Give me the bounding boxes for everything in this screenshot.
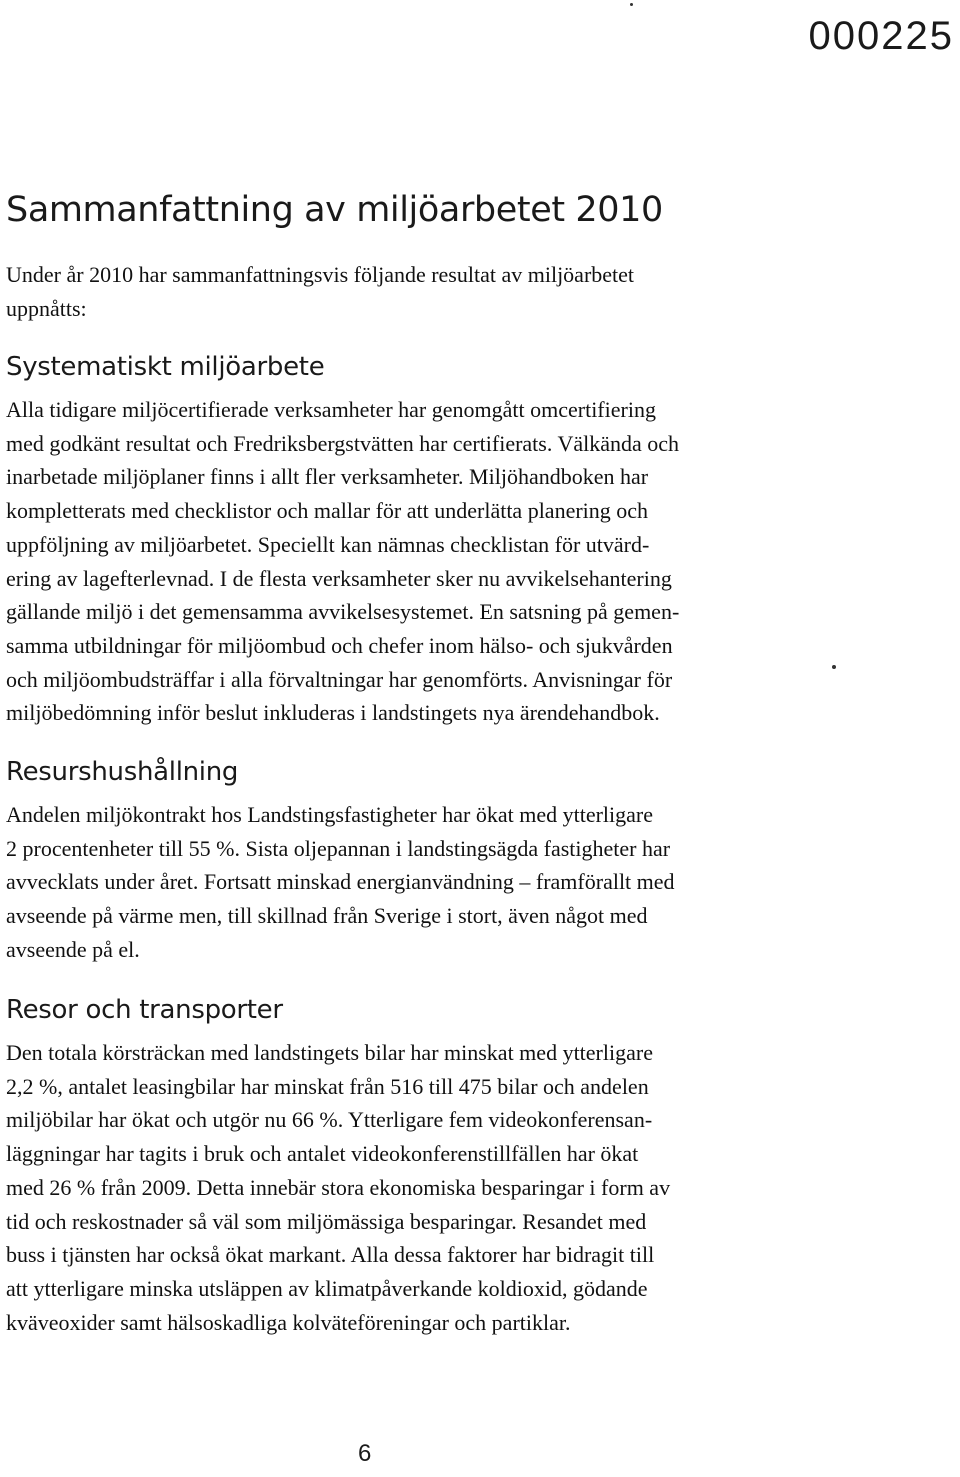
paragraph-line: inarbetade miljöplaner finns i allt fler verksamheter. Miljöhandboken har — [6, 464, 649, 490]
paragraph-line: med godkänt resultat och Fredriksbergstvätten har certifierats. Välkända och — [6, 430, 680, 456]
section-heading-resor: Resor och transporter — [6, 995, 283, 1025]
paragraph-line: Alla tidigare miljöcertifierade verksamheter har genomgått omcertifiering — [6, 397, 656, 422]
section-paragraph-resurshushallning — [6, 798, 746, 967]
paragraph-line: läggningar har tagits i bruk och antalet videokonferenstillfällen har ökat — [6, 1141, 639, 1167]
paragraph-line: avseende på värme men, till skillnad från Sverige i stort, även något med — [6, 903, 648, 929]
scan-speck — [630, 3, 633, 6]
paragraph-line: kväveoxider samt hälsoskadliga kolväteföreningar och partiklar. — [6, 1309, 571, 1335]
paragraph-line: samma utbildningar för miljöombud och chefer inom hälso- och sjukvården — [6, 632, 673, 658]
section-heading-resurshushallning: Resurshushållning — [6, 757, 239, 787]
paragraph-line: att ytterligare minska utsläppen av klimatpåverkande koldioxid, gödande — [6, 1275, 648, 1301]
intro-line: Under år 2010 har sammanfattningsvis följande resultat av miljöarbetet — [6, 262, 635, 287]
section-heading-systematiskt: Systematiskt miljöarbete — [6, 352, 325, 382]
intro-line: uppnåtts: — [6, 296, 87, 321]
paragraph-line: tid och reskostnader så väl som miljömässiga besparingar. Resandet med — [6, 1208, 647, 1234]
paragraph-line: 2,2 %, antalet leasingbilar har minskat från 516 till 475 bilar och andelen — [6, 1073, 649, 1099]
paragraph-line: miljöbilar har ökat och utgör nu 66 %. Ytterligare fem videokonferensan- — [6, 1107, 653, 1133]
paragraph-line: ering av lagefterlevnad. I de flesta verksamheter sker nu avvikelsehantering — [6, 565, 672, 591]
paragraph-line: Den totala körsträckan med landstingets bilar har minskat med ytterligare — [6, 1040, 653, 1065]
paragraph-line: Andelen miljökontrakt hos Landstingsfastigheter har ökat med ytterligare — [6, 802, 653, 827]
page-title: Sammanfattning av miljöarbetet 2010 — [6, 190, 663, 230]
paragraph-line: 2 procentenheter till 55 %. Sista oljepannan i landstingsägda fastigheter har — [6, 835, 671, 861]
paragraph-line: avvecklats under året. Fortsatt minskad energianvändning – framförallt med — [6, 869, 675, 895]
scan-speck — [832, 665, 836, 669]
document-number: 000225 — [808, 14, 954, 58]
paragraph-line: med 26 % från 2009. Detta innebär stora ekonomiska besparingar i form av — [6, 1174, 671, 1200]
paragraph-line: uppföljning av miljöarbetet. Speciellt kan nämnas checklistan för utvärd- — [6, 531, 650, 557]
paragraph-line: gällande miljö i det gemensamma avvikelsesystemet. En satsning på gemen- — [6, 599, 680, 625]
intro-paragraph — [6, 258, 726, 326]
paragraph-line: buss i tjänsten har också ökat markant. Alla dessa faktorer har bidragit till — [6, 1242, 655, 1268]
page-number: 6 — [358, 1440, 372, 1467]
paragraph-line: och miljöombudsträffar i alla förvaltningar har genomförts. Anvisningar för — [6, 666, 673, 692]
paragraph-line: avseende på el. — [6, 936, 140, 962]
section-paragraph-resor — [6, 1036, 746, 1339]
paragraph-line: kompletterats med checklistor och mallar för att underlätta planering och — [6, 498, 649, 524]
section-paragraph-systematiskt — [6, 393, 746, 730]
paragraph-line: miljöbedömning inför beslut inkluderas i landstingets nya ärendehandbok. — [6, 700, 660, 726]
